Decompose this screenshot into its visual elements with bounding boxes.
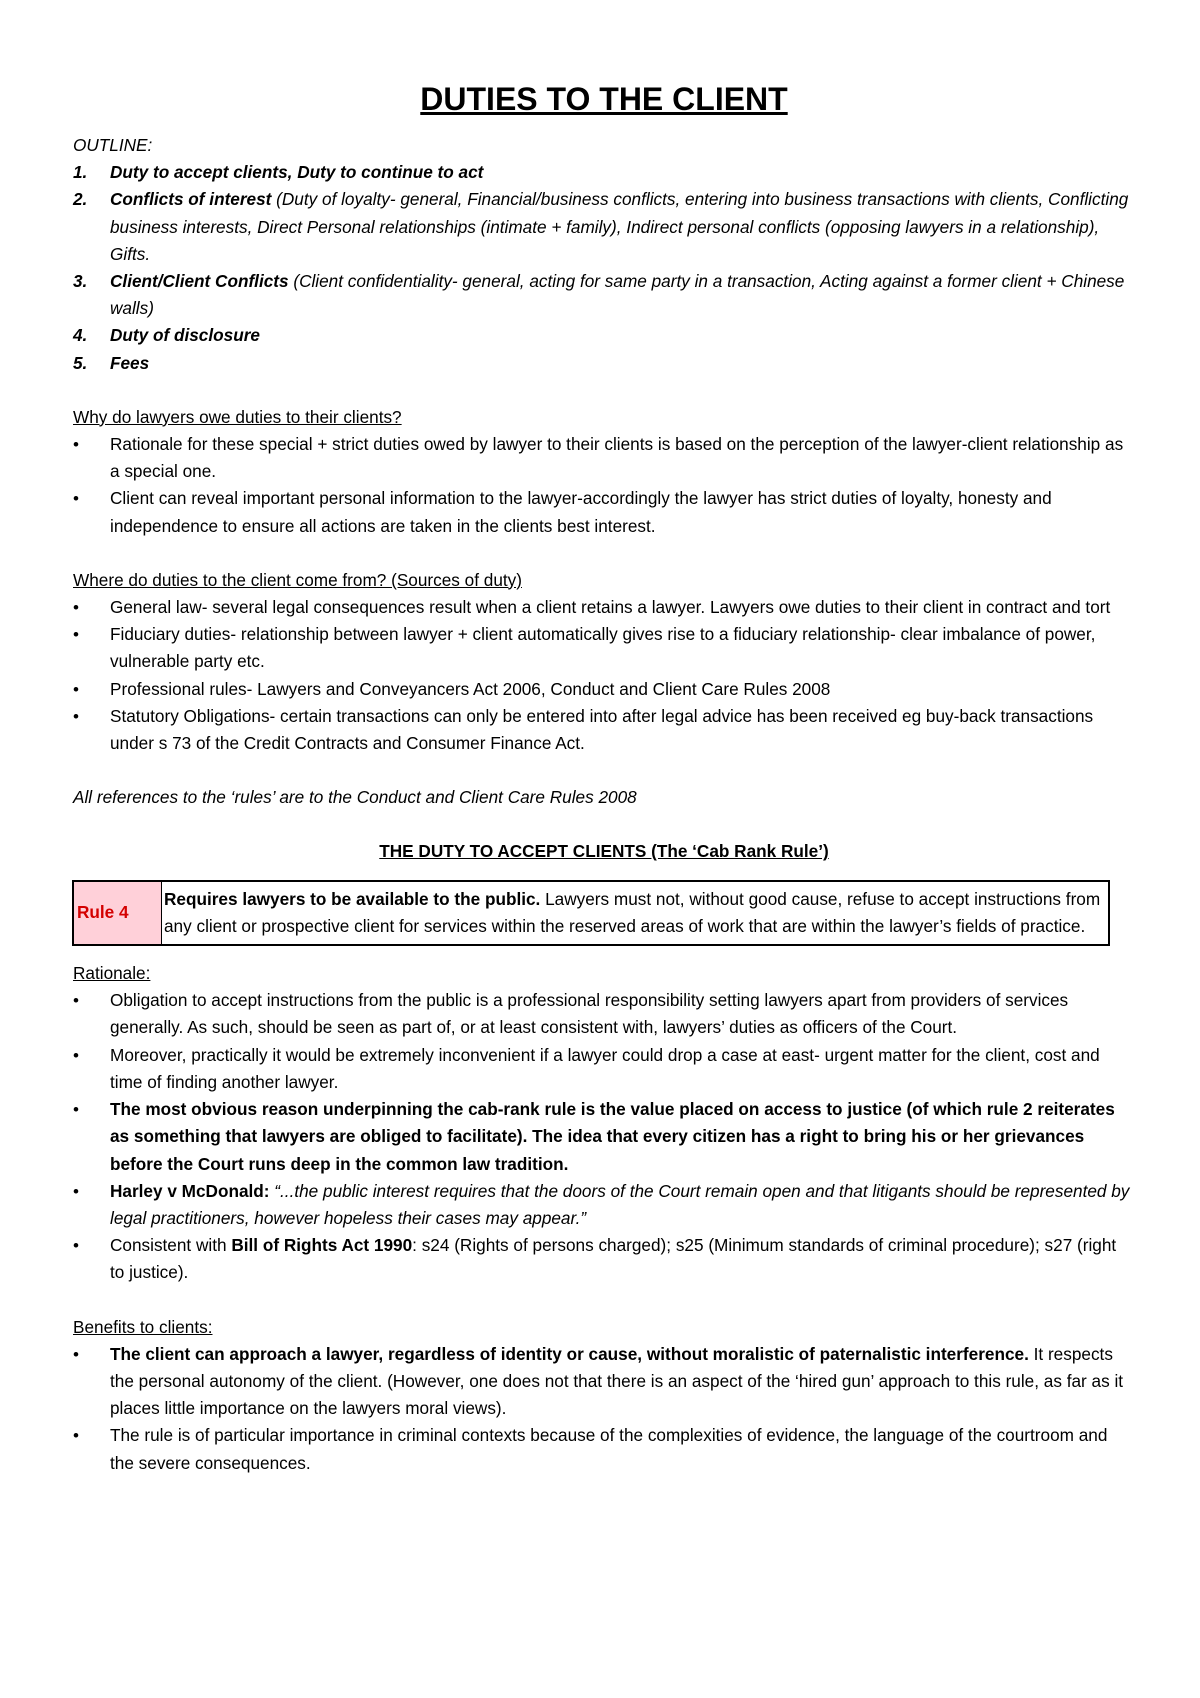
rule-label: Rule 4 xyxy=(73,881,162,945)
list-item: • The most obvious reason underpinning the cab-rank rule is the value placed on access to justice (of which rule 2 reiterates as something that lawyers are obliged to facilitate). The idea that every citizen has a right to bring his or her grievances before the Court runs deep in the common law tradition. xyxy=(73,1096,1135,1178)
bullet-icon: • xyxy=(73,625,79,645)
bullet-icon: • xyxy=(73,1344,79,1364)
bullet-icon: • xyxy=(73,991,79,1011)
outline-label: OUTLINE: xyxy=(73,135,153,155)
bullet-icon: • xyxy=(73,1426,79,1446)
rule-box xyxy=(72,880,1110,946)
list-item: • General law- several legal consequences result when a client retains a lawyer. Lawyers owe duties to their client in contract and tort xyxy=(73,594,1135,621)
bullet-icon: • xyxy=(73,1236,79,1256)
benefits-list xyxy=(73,1341,1135,1477)
outline-item: 3. Client/Client Conflicts (Client confidentiality- general, acting for same party in a transaction, Acting against a former client + Chinese walls) xyxy=(73,271,1125,319)
bullet-icon: • xyxy=(73,598,79,618)
where-list xyxy=(73,594,1135,757)
outline-item: 1. Duty to accept clients, Duty to continue to act xyxy=(73,162,484,183)
list-item: • The client can approach a lawyer, regardless of identity or cause, without moralistic of paternalistic interference. It respects the personal autonomy of the client. (However, one does not that there is an aspect of the ‘hired gun’ approach to this rule, as far as it places little importance on the lawyers moral views). xyxy=(73,1341,1135,1423)
bullet-icon: • xyxy=(73,1045,79,1065)
bullet-icon: • xyxy=(73,1181,79,1201)
outline-list xyxy=(73,159,1135,377)
section-title: THE DUTY TO ACCEPT CLIENTS (The ‘Cab Rank Rule’) xyxy=(379,841,829,862)
bullet-icon: • xyxy=(73,706,79,726)
page-title: DUTIES TO THE CLIENT xyxy=(420,81,788,117)
benefits-heading: Benefits to clients: xyxy=(73,1316,213,1337)
rule-text: Requires lawyers to be available to the public. Lawyers must not, without good cause, refuse to accept instructions from any client or prospective client for services within the reserved areas of work that are within the lawyer’s fields of practice. xyxy=(162,881,1110,945)
rationale-heading: Rationale: xyxy=(73,963,151,984)
references-note: All references to the ‘rules’ are to the Conduct and Client Care Rules 2008 xyxy=(73,787,637,808)
bullet-icon: • xyxy=(73,679,79,699)
why-heading: Why do lawyers owe duties to their clients? xyxy=(73,406,402,427)
list-item: • Fiduciary duties- relationship between lawyer + client automatically gives rise to a fiduciary relationship- clear imbalance of power, vulnerable party etc. xyxy=(73,621,1135,675)
list-item: • Statutory Obligations- certain transactions can only be entered into after legal advice has been received eg buy-back transactions under s 73 of the Credit Contracts and Consumer Finance Act. xyxy=(73,703,1135,757)
list-item: • Harley v McDonald: “...the public interest requires that the doors of the Court remain open and that litigants should be represented by legal practitioners, however hopeless their cases may appear.” xyxy=(73,1178,1135,1232)
document-page xyxy=(73,72,1135,1477)
outline-item: 4. Duty of disclosure xyxy=(73,325,260,346)
where-heading: Where do duties to the client come from? (Sources of duty) xyxy=(73,569,522,590)
bullet-icon: • xyxy=(73,435,79,455)
bullet-icon: • xyxy=(73,489,79,509)
bullet-icon: • xyxy=(73,1100,79,1120)
rationale-list xyxy=(73,987,1135,1286)
list-item: • Obligation to accept instructions from the public is a professional responsibility setting lawyers apart from providers of services generally. As such, should be seen as part of, or at least consistent with, lawyers’ duties as officers of the Court. xyxy=(73,987,1135,1041)
list-item: • Moreover, practically it would be extremely inconvenient if a lawyer could drop a case at east- urgent matter for the client, cost and time of finding another lawyer. xyxy=(73,1042,1135,1096)
list-item: • Client can reveal important personal information to the lawyer-accordingly the lawyer has strict duties of loyalty, honesty and independence to ensure all actions are taken in the clients best interest. xyxy=(73,485,1135,539)
list-item: • Professional rules- Lawyers and Conveyancers Act 2006, Conduct and Client Care Rules 2008 xyxy=(73,676,1135,703)
outline-item: 5. Fees xyxy=(73,352,150,373)
list-item: • Rationale for these special + strict duties owed by lawyer to their clients is based on the perception of the lawyer-client relationship as a special one. xyxy=(73,431,1135,485)
outline-item: 2. Conflicts of interest (Duty of loyalty- general, Financial/business conflicts, entering into business transactions with clients, Conflicting business interests, Direct Personal relationships (intimate + family), Indirect personal conflicts (opposing lawyers in a relationship), Gifts. xyxy=(73,189,1129,264)
list-item: • Consistent with Bill of Rights Act 1990: s24 (Rights of persons charged); s25 (Minimum standards of criminal procedure); s27 (right to justice). xyxy=(73,1232,1135,1286)
list-item: • The rule is of particular importance in criminal contexts because of the complexities of evidence, the language of the courtroom and the severe consequences. xyxy=(73,1422,1135,1476)
why-list xyxy=(73,431,1135,540)
